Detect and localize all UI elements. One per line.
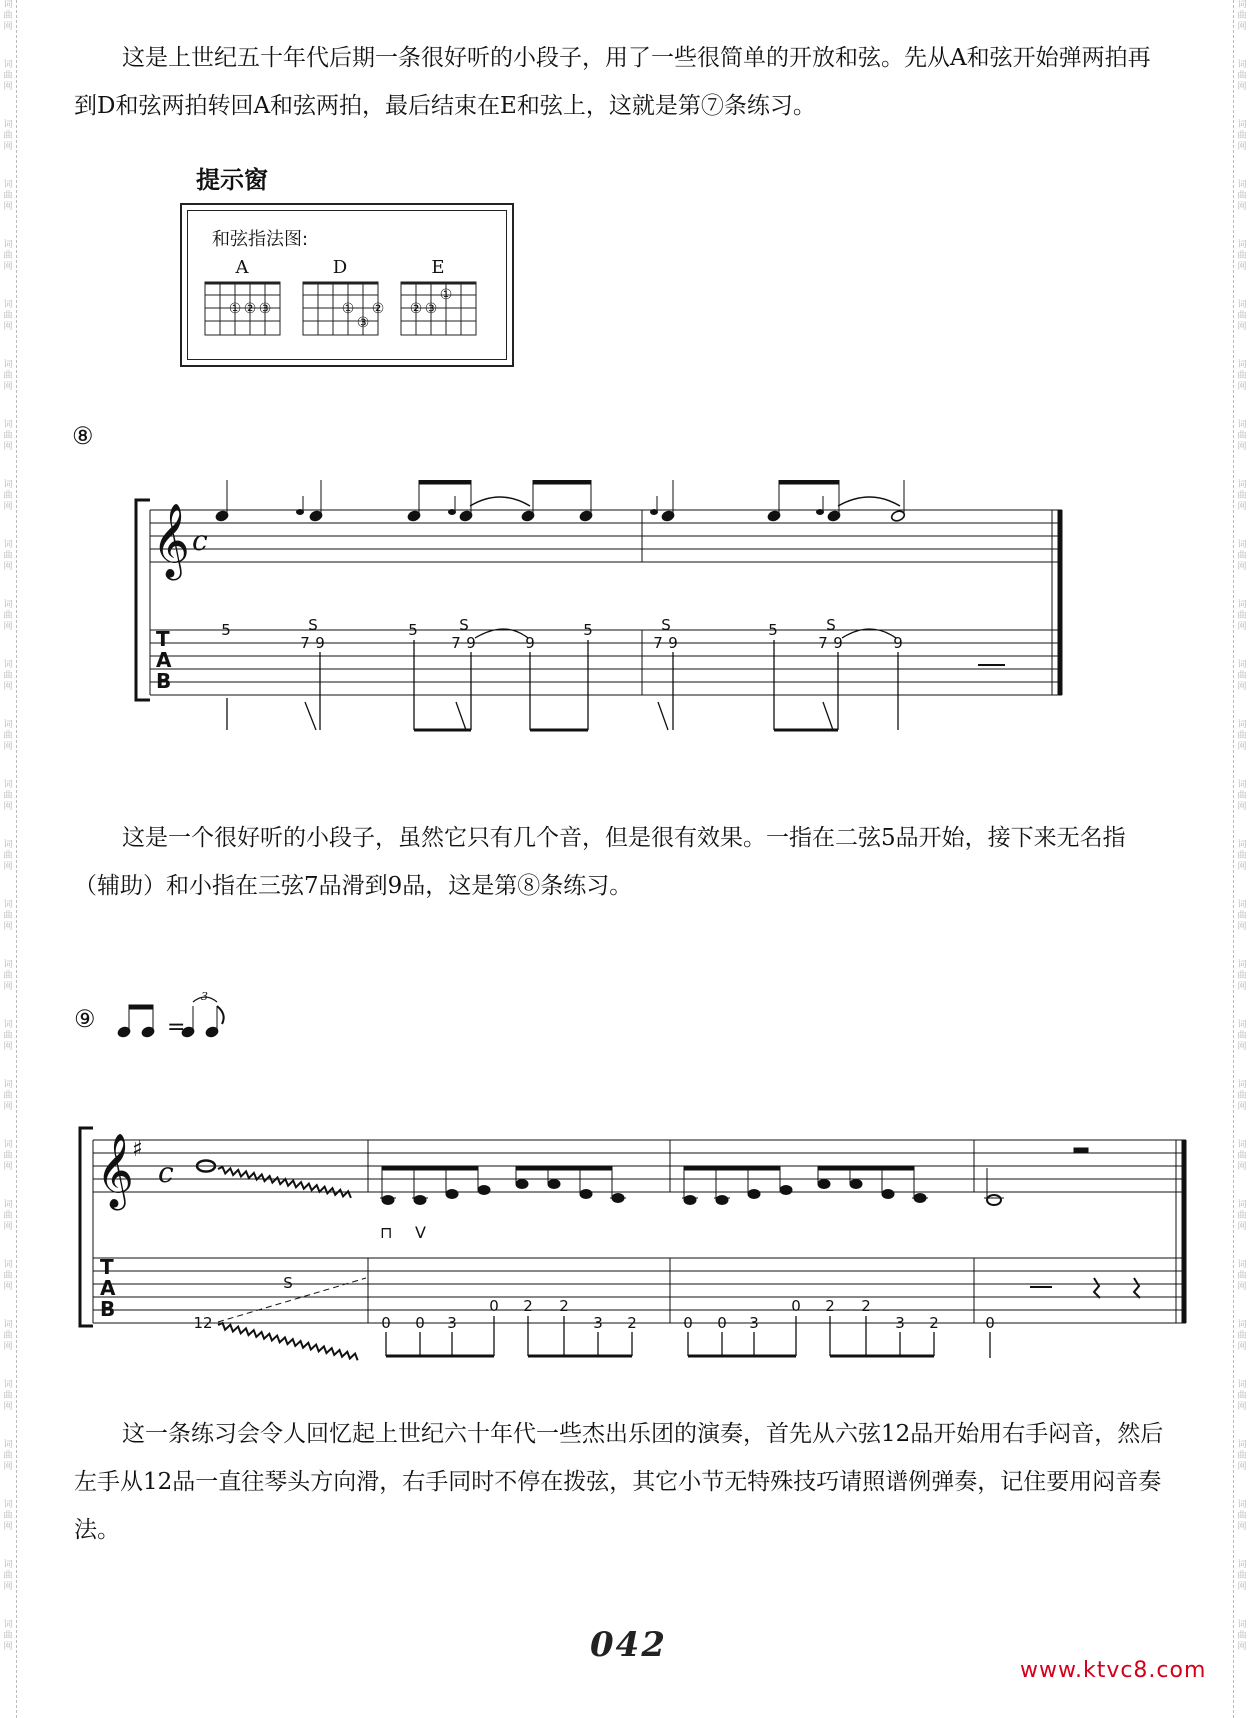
tab-fret: 5 bbox=[583, 621, 593, 639]
side-watermark-text: 词 曲 网 bbox=[1237, 600, 1247, 632]
tip-window bbox=[180, 203, 514, 367]
exercise-9-number: ⑨ bbox=[74, 1005, 96, 1033]
tab-a: A bbox=[156, 648, 172, 672]
paragraph-text: 这是一个很好听的小段子，虽然它只有几个音，但是很有效果。一指在二弦5品开始，接下来无名指（辅助）和小指在三弦7品滑到9品，这是第⑧条练习。 bbox=[74, 825, 1126, 899]
slide-mark: S bbox=[459, 616, 469, 634]
treble-clef: 𝄞 bbox=[96, 1134, 134, 1208]
upstroke-icon: V bbox=[415, 1223, 426, 1242]
tab-fret: 0 bbox=[985, 1314, 995, 1332]
right-margin-watermark bbox=[1233, 0, 1250, 1718]
side-watermark-text: 词 曲 网 bbox=[3, 120, 13, 152]
tab-fret: 0 bbox=[415, 1314, 425, 1332]
tab-fret: 2 bbox=[627, 1314, 637, 1332]
gliss-line bbox=[217, 1166, 352, 1198]
tab-t: T bbox=[156, 627, 170, 651]
side-watermark-text: 词 曲 网 bbox=[1237, 120, 1247, 152]
side-watermark-text: 词 曲 网 bbox=[1237, 1140, 1247, 1172]
key-signature-sharp: ♯ bbox=[132, 1137, 143, 1162]
tab-fret: 3 bbox=[895, 1314, 905, 1332]
side-watermark-text: 词 曲 网 bbox=[1237, 240, 1247, 272]
side-watermark-text: 词 曲 网 bbox=[1237, 1260, 1247, 1292]
tab-fret: 2 bbox=[929, 1314, 939, 1332]
finger-1: ① bbox=[228, 301, 242, 317]
tab-fret: 0 bbox=[683, 1314, 693, 1332]
chord-chart-heading: 和弦指法图: bbox=[212, 229, 309, 250]
side-watermark-text: 词 曲 网 bbox=[3, 1500, 13, 1532]
side-watermark-text: 词 曲 网 bbox=[3, 300, 13, 332]
side-watermark-text: 词 曲 网 bbox=[1237, 480, 1247, 512]
side-watermark-text: 词 曲 网 bbox=[1237, 0, 1247, 32]
finger-3: ③ bbox=[258, 301, 272, 317]
chord-name: A bbox=[235, 257, 249, 278]
side-watermark-text: 词 曲 网 bbox=[1237, 180, 1247, 212]
side-watermark-text: 词 曲 网 bbox=[3, 960, 13, 992]
tab-fret: 7 bbox=[653, 634, 663, 652]
tip-window-title: 提示窗 bbox=[196, 165, 268, 194]
chord-name: E bbox=[431, 257, 445, 278]
tab-fret: 9 bbox=[668, 634, 678, 652]
finger-3: ③ bbox=[424, 301, 438, 317]
slide-mark: S bbox=[308, 616, 318, 634]
tab-a: A bbox=[100, 1276, 116, 1300]
side-watermark-text: 词 曲 网 bbox=[1237, 780, 1247, 812]
side-watermark-text: 词 曲 网 bbox=[1237, 1380, 1247, 1412]
time-signature: c bbox=[192, 524, 208, 557]
side-watermark-text: 词 曲 网 bbox=[1237, 1080, 1247, 1112]
side-watermark-text: 词 曲 网 bbox=[3, 240, 13, 272]
side-watermark-text: 词 曲 网 bbox=[1237, 960, 1247, 992]
side-watermark-text: 词 曲 网 bbox=[3, 480, 13, 512]
finger-2: ② bbox=[371, 301, 385, 317]
paragraph-text: 这是上世纪五十年代后期一条很好听的小段子，用了一些很简单的开放和弦。先从A和弦开始弹两拍再到D和弦两拍转回A和弦两拍，最后结束在E和弦上，这就是第⑦条练习。 bbox=[74, 45, 1151, 119]
tab-fret: 2 bbox=[861, 1297, 871, 1315]
tab-fret: 9 bbox=[315, 634, 325, 652]
finger-2: ② bbox=[243, 301, 257, 317]
tab-fret: 0 bbox=[381, 1314, 391, 1332]
side-watermark-text: 词 曲 网 bbox=[1237, 1020, 1247, 1052]
tab-fret: 9 bbox=[833, 634, 843, 652]
side-watermark-text: 词 曲 网 bbox=[3, 1320, 13, 1352]
tab-fret: 3 bbox=[593, 1314, 603, 1332]
tab-fret: 3 bbox=[447, 1314, 457, 1332]
side-watermark-text: 词 曲 网 bbox=[1237, 660, 1247, 692]
side-watermark-text: 词 曲 网 bbox=[1237, 420, 1247, 452]
paragraph-exercise-9 bbox=[74, 1410, 1164, 1554]
finger-2: ② bbox=[409, 301, 423, 317]
side-watermark-text: 词 曲 网 bbox=[3, 780, 13, 812]
side-watermark-text: 词 曲 网 bbox=[1237, 1440, 1247, 1472]
site-watermark: www.ktvc8.com bbox=[1020, 1658, 1207, 1683]
side-watermark-text: 词 曲 网 bbox=[3, 540, 13, 572]
side-watermark-text: 词 曲 网 bbox=[3, 660, 13, 692]
side-watermark-text: 词 曲 网 bbox=[3, 180, 13, 212]
tab-fret: 5 bbox=[768, 621, 778, 639]
tab-fret: 9 bbox=[525, 634, 535, 652]
exercise-9-score bbox=[0, 1112, 1250, 1372]
side-watermark-text: 词 曲 网 bbox=[3, 1620, 13, 1652]
tab-fret: 9 bbox=[466, 634, 476, 652]
tab-fret: 0 bbox=[489, 1297, 499, 1315]
tab-b: B bbox=[100, 1297, 116, 1321]
side-watermark-text: 词 曲 网 bbox=[1237, 300, 1247, 332]
side-watermark-text: 词 曲 网 bbox=[3, 0, 13, 32]
side-watermark-text: 词 曲 网 bbox=[1237, 840, 1247, 872]
tab-b: B bbox=[156, 669, 172, 693]
chord-name: D bbox=[332, 257, 348, 278]
downstroke-icon: ⊓ bbox=[380, 1223, 393, 1242]
tab-fret: 9 bbox=[893, 634, 903, 652]
chord-diagram-a bbox=[197, 257, 287, 344]
side-watermark-text: 词 曲 网 bbox=[3, 1260, 13, 1292]
side-watermark-text: 词 曲 网 bbox=[3, 840, 13, 872]
chord-diagram-d bbox=[295, 257, 385, 344]
tab-t: T bbox=[100, 1255, 114, 1279]
chord-diagram-e bbox=[393, 257, 483, 344]
side-watermark-text: 词 曲 网 bbox=[3, 1140, 13, 1172]
side-watermark-text: 词 曲 网 bbox=[1237, 1620, 1247, 1652]
side-watermark-text: 词 曲 网 bbox=[1237, 60, 1247, 92]
side-watermark-text: 词 曲 网 bbox=[3, 900, 13, 932]
paragraph-exercise-8 bbox=[74, 814, 1164, 910]
side-watermark-text: 词 曲 网 bbox=[1237, 540, 1247, 572]
side-watermark-text: 词 曲 网 bbox=[3, 1020, 13, 1052]
tab-fret: 7 bbox=[300, 634, 310, 652]
tab-fret: 3 bbox=[749, 1314, 759, 1332]
tab-fret: 2 bbox=[523, 1297, 533, 1315]
finger-3: ③ bbox=[356, 315, 370, 331]
tab-fret: 0 bbox=[717, 1314, 727, 1332]
side-watermark-text: 词 曲 网 bbox=[1237, 1200, 1247, 1232]
side-watermark-text: 词 曲 网 bbox=[3, 1440, 13, 1472]
side-watermark-text: 词 曲 网 bbox=[3, 1200, 13, 1232]
tab-fret: 5 bbox=[221, 621, 231, 639]
paragraph-exercise-7 bbox=[74, 34, 1164, 130]
swing-rhythm-legend bbox=[112, 988, 252, 1048]
side-watermark-text: 词 曲 网 bbox=[3, 1080, 13, 1112]
side-watermark-text: 词 曲 网 bbox=[3, 360, 13, 392]
exercise-8-score bbox=[0, 480, 1250, 740]
slide-mark: S bbox=[826, 616, 836, 634]
time-signature: c bbox=[158, 1156, 174, 1189]
side-watermark-text: 词 曲 网 bbox=[3, 720, 13, 752]
slide-mark: S bbox=[283, 1274, 293, 1292]
left-margin-watermark bbox=[0, 0, 17, 1718]
tab-fret: 2 bbox=[825, 1297, 835, 1315]
finger-1: ① bbox=[439, 287, 453, 303]
tab-fret: 12 bbox=[193, 1314, 213, 1332]
side-watermark-text: 词 曲 网 bbox=[3, 600, 13, 632]
side-watermark-text: 词 曲 网 bbox=[3, 420, 13, 452]
tab-fret: 2 bbox=[559, 1297, 569, 1315]
equals-sign: = bbox=[167, 1015, 186, 1040]
paragraph-text: 这一条练习会令人回忆起上世纪六十年代一些杰出乐团的演奏，首先从六弦12品开始用右手闷音，然后左手从12品一直往琴头方向滑，右手同时不停在拨弦，其它小节无特殊技巧请照谱例弹奏，记住要用闷音奏法。 bbox=[74, 1421, 1164, 1543]
tab-fret: 0 bbox=[791, 1297, 801, 1315]
side-watermark-text: 词 曲 网 bbox=[1237, 1560, 1247, 1592]
side-watermark-text: 词 曲 网 bbox=[3, 1380, 13, 1412]
slide-mark: S bbox=[661, 616, 671, 634]
side-watermark-text: 词 曲 网 bbox=[1237, 720, 1247, 752]
side-watermark-text: 词 曲 网 bbox=[1237, 900, 1247, 932]
page-number: 042 bbox=[590, 1625, 667, 1665]
side-watermark-text: 词 曲 网 bbox=[1237, 1500, 1247, 1532]
triplet-mark: 3 bbox=[201, 990, 208, 1003]
exercise-8-number: ⑧ bbox=[72, 422, 94, 450]
tab-fret: 7 bbox=[818, 634, 828, 652]
side-watermark-text: 词 曲 网 bbox=[3, 1560, 13, 1592]
treble-clef: 𝄞 bbox=[152, 504, 190, 578]
side-watermark-text: 词 曲 网 bbox=[1237, 360, 1247, 392]
finger-1: ① bbox=[341, 301, 355, 317]
side-watermark-text: 词 曲 网 bbox=[3, 60, 13, 92]
tab-fret: 7 bbox=[451, 634, 461, 652]
side-watermark-text: 词 曲 网 bbox=[1237, 1320, 1247, 1352]
tab-fret: 5 bbox=[408, 621, 418, 639]
